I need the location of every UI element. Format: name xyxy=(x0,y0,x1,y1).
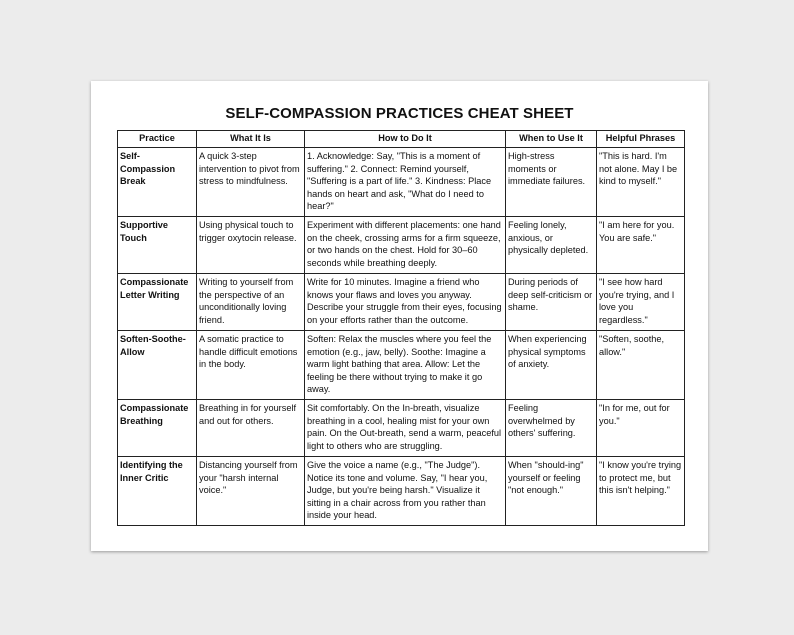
practices-table xyxy=(117,130,685,526)
how-cell: 1. Acknowledge: Say, "This is a moment of suffering." 2. Connect: Remind yourself, "Suffering is a part of life." 3. Kindness: Place hands on heart and ask, "What do I need to hear?" xyxy=(305,148,506,217)
how-cell: Give the voice a name (e.g., "The Judge"). Notice its tone and volume. Say, "I hear you, Judge, but you're being harsh." Visualize it sitting in a chair across from you rather than inside your head. xyxy=(305,456,506,525)
table-row xyxy=(118,273,685,330)
how-cell: Experiment with different placements: one hand on the cheek, crossing arms for a firm squeeze, or two hands on the chest. Hold for 30–60 seconds while breathing deeply. xyxy=(305,216,506,273)
what-cell: A quick 3-step intervention to pivot from stress to mindfulness. xyxy=(197,148,305,217)
how-cell: Soften: Relax the muscles where you feel the emotion (e.g., jaw, belly). Soothe: Imagine a warm light bathing that area. Allow: Let the feeling be there without trying to make it go away. xyxy=(305,330,506,399)
practice-cell: Soften-Soothe-Allow xyxy=(118,330,197,399)
phrases-cell: "I know you're trying to protect me, but this isn't helping." xyxy=(597,456,685,525)
when-cell: High-stress moments or immediate failures. xyxy=(506,148,597,217)
table-row xyxy=(118,148,685,217)
what-cell: Breathing in for yourself and out for others. xyxy=(197,399,305,456)
how-cell: Sit comfortably. On the In-breath, visualize breathing in a cool, healing mist for your own pain. On the Out-breath, send a warm, peaceful light to others who are struggling. xyxy=(305,399,506,456)
when-cell: Feeling overwhelmed by others' suffering. xyxy=(506,399,597,456)
column-header-when-to-use-it: When to Use It xyxy=(506,131,597,148)
what-cell: A somatic practice to handle difficult emotions in the body. xyxy=(197,330,305,399)
when-cell: During periods of deep self-criticism or shame. xyxy=(506,273,597,330)
what-cell: Using physical touch to trigger oxytocin release. xyxy=(197,216,305,273)
table-row xyxy=(118,330,685,399)
phrases-cell: "This is hard. I'm not alone. May I be kind to myself." xyxy=(597,148,685,217)
practice-cell: Compassionate Letter Writing xyxy=(118,273,197,330)
phrases-cell: "I see how hard you're trying, and I love you regardless." xyxy=(597,273,685,330)
practice-cell: Self-Compassion Break xyxy=(118,148,197,217)
table-row xyxy=(118,456,685,525)
what-cell: Writing to yourself from the perspective of an unconditionally loving friend. xyxy=(197,273,305,330)
when-cell: When "should-ing" yourself or feeling "not enough." xyxy=(506,456,597,525)
page-title: SELF-COMPASSION PRACTICES CHEAT SHEET xyxy=(225,105,574,122)
column-header-how-to-do-it: How to Do It xyxy=(305,131,506,148)
table-row xyxy=(118,216,685,273)
practice-cell: Identifying the Inner Critic xyxy=(118,456,197,525)
what-cell: Distancing yourself from your "harsh internal voice." xyxy=(197,456,305,525)
table-row xyxy=(118,399,685,456)
when-cell: Feeling lonely, anxious, or physically depleted. xyxy=(506,216,597,273)
phrases-cell: "I am here for you. You are safe." xyxy=(597,216,685,273)
column-header-what-it-is: What It Is xyxy=(197,131,305,148)
how-cell: Write for 10 minutes. Imagine a friend who knows your flaws and loves you anyway. Describe your struggle from their eyes, focusing on your efforts rather than the outcome. xyxy=(305,273,506,330)
practice-cell: Supportive Touch xyxy=(118,216,197,273)
table-header-row xyxy=(118,131,685,148)
cheat-sheet-page xyxy=(91,81,708,551)
phrases-cell: "Soften, soothe, allow." xyxy=(597,330,685,399)
phrases-cell: "In for me, out for you." xyxy=(597,399,685,456)
column-header-helpful-phrases: Helpful Phrases xyxy=(597,131,685,148)
when-cell: When experiencing physical symptoms of anxiety. xyxy=(506,330,597,399)
practice-cell: Compassionate Breathing xyxy=(118,399,197,456)
column-header-practice: Practice xyxy=(118,131,197,148)
